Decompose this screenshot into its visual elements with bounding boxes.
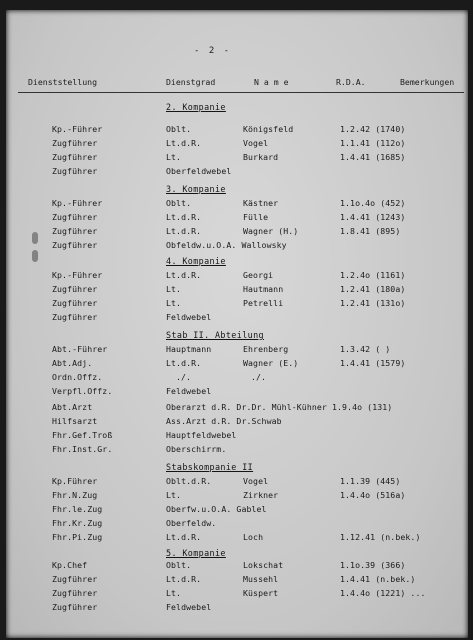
cell-rank: Lt. [166, 490, 182, 500]
cell-rank: Oblt. [166, 560, 192, 570]
cell-rda: 1.1.39 (445) [340, 476, 401, 486]
cell-position: Zugführer [52, 298, 98, 308]
cell-position: Zugführer [52, 574, 98, 584]
cell-position: Abt.Adj. [52, 358, 93, 368]
header-rule [18, 92, 464, 93]
cell-position: Zugführer [52, 602, 98, 612]
cell-rda: 1.2.41 (131o) [340, 298, 406, 308]
cell-rank: Hauptfeldwebel [166, 430, 237, 440]
cell-name: Hautmann [243, 284, 284, 294]
cell-name: Lokschat [243, 560, 284, 570]
header-dienststellung: Dienststellung [28, 77, 98, 87]
cell-name: ./. [251, 372, 267, 382]
cell-position: Fhr.N.Zug [52, 490, 98, 500]
section-title: Stabskompanie II [166, 462, 254, 472]
cell-name: Wagner (H.) [243, 226, 299, 236]
cell-rank: Feldwebel [166, 312, 212, 322]
cell-name: Kästner [243, 198, 279, 208]
header-rda: R.D.A. [336, 77, 366, 87]
cell-name: Fülle [243, 212, 269, 222]
section-title: 2. Kompanie [166, 102, 226, 112]
section-title: 5. Kompanie [166, 548, 226, 558]
header-dienstgrad: Dienstgrad [166, 77, 216, 87]
section-title: 4. Kompanie [166, 256, 226, 266]
cell-rank: Oberschirrm. [166, 444, 227, 454]
document-page [6, 10, 468, 638]
cell-rank: Feldwebel [166, 386, 212, 396]
cell-rank: Oberfeldw. [166, 518, 217, 528]
section-title: Stab II. Abteilung [166, 330, 264, 340]
cell-rank: Lt.d.R. [166, 226, 202, 236]
cell-rda: 1.2.42 (1740) [340, 124, 406, 134]
cell-position: Kp.-Führer [52, 270, 103, 280]
cell-rda: 1.12.41 (n.bek.) [340, 532, 421, 542]
cell-rank: Lt.d.R. [166, 138, 202, 148]
cell-rank: Lt.d.R. [166, 358, 202, 368]
cell-name: Georgi [243, 270, 274, 280]
cell-name: Loch [243, 532, 264, 542]
cell-name: Petrelli [243, 298, 284, 308]
cell-name: Küspert [243, 588, 279, 598]
cell-rank: Lt.d.R. [166, 532, 202, 542]
cell-rda: 1.4.41 (1243) [340, 212, 406, 222]
cell-rda: 1.4.4o (1221) ... [340, 588, 426, 598]
cell-rda: 1.4.4o (516a) [340, 490, 406, 500]
cell-name: Vogel [243, 138, 269, 148]
cell-rda: 1.4.41 (1685) [340, 152, 406, 162]
cell-position: Zugführer [52, 240, 98, 250]
cell-rank: Obfeldw.u.O.A. Wallowsky [166, 240, 287, 250]
cell-rank: Oberfw.u.O.A. Gablel [166, 504, 267, 514]
cell-position: Fhr.Pi.Zug [52, 532, 103, 542]
cell-rank: Lt. [166, 152, 182, 162]
cell-position: Fhr.Gef.Troß [52, 430, 113, 440]
cell-name: Zirkner [243, 490, 279, 500]
cell-rank: Feldwebel [166, 602, 212, 612]
cell-position: Zugführer [52, 212, 98, 222]
cell-rank: Lt.d.R. [166, 270, 202, 280]
cell-position: Hilfsarzt [52, 416, 98, 426]
cell-position: Kp.Chef [52, 560, 88, 570]
cell-position: Zugführer [52, 166, 98, 176]
cell-rank: Hauptmann [166, 344, 212, 354]
page-number: - 2 - [194, 46, 232, 56]
cell-rda: 1.4.41 (n.bek.) [340, 574, 416, 584]
cell-position: Ordn.Offz. [52, 372, 103, 382]
cell-position: Kp.-Führer [52, 124, 103, 134]
cell-position: Kp.-Führer [52, 198, 103, 208]
cell-rda: 1.2.41 (180a) [340, 284, 406, 294]
cell-rda: 1.3.42 ( ) [340, 344, 391, 354]
punch-hole-mark [32, 232, 38, 244]
cell-rank: Oblt. [166, 198, 192, 208]
cell-rank: Oblt.d.R. [166, 476, 212, 486]
cell-rda: 1.1o.4o (452) [340, 198, 406, 208]
cell-rda: 1.2.4o (1161) [340, 270, 406, 280]
cell-rank: Oberfeldwebel [166, 166, 232, 176]
punch-hole-mark [32, 250, 38, 262]
cell-rank: Lt.d.R. [166, 212, 202, 222]
cell-rank: Oblt. [166, 124, 192, 134]
cell-position: Zugführer [52, 226, 98, 236]
cell-name: Ehrenberg [243, 344, 289, 354]
cell-name: Vogel [243, 476, 269, 486]
cell-name: Königsfeld [243, 124, 294, 134]
cell-rda: 1.4.41 (1579) [340, 358, 406, 368]
cell-position: Abt.-Führer [52, 344, 108, 354]
cell-position: Abt.Arzt [52, 402, 93, 412]
cell-position: Zugführer [52, 138, 98, 148]
cell-rank: Lt. [166, 588, 182, 598]
cell-position: Zugführer [52, 152, 98, 162]
cell-rda: 1.1.41 (112o) [340, 138, 406, 148]
cell-position: Zugführer [52, 588, 98, 598]
cell-rda: 1.8.41 (895) [340, 226, 401, 236]
cell-position: Zugführer [52, 312, 98, 322]
cell-rank: Ass.Arzt d.R. Dr.Schwab [166, 416, 282, 426]
cell-position: Fhr.Inst.Gr. [52, 444, 113, 454]
cell-position: Fhr.le.Zug [52, 504, 103, 514]
cell-rank: Lt. [166, 284, 182, 294]
cell-name: Wagner (E.) [243, 358, 299, 368]
section-title: 3. Kompanie [166, 184, 226, 194]
cell-position: Zugführer [52, 284, 98, 294]
cell-position: Fhr.Kr.Zug [52, 518, 103, 528]
cell-rda: 1.1o.39 (366) [340, 560, 406, 570]
cell-rank: Lt. [166, 298, 182, 308]
cell-rank: Lt.d.R. [166, 574, 202, 584]
cell-rank: Oberarzt d.R. Dr.Dr. Mühl-Kühner 1.9.4o (131) [166, 402, 393, 412]
cell-position: Verpfl.Offz. [52, 386, 113, 396]
cell-name: Mussehl [243, 574, 279, 584]
cell-name: Burkard [243, 152, 279, 162]
cell-position: Kp.Führer [52, 476, 98, 486]
header-name: N a m e [254, 77, 289, 87]
header-bemerkungen: Bemerkungen [400, 77, 455, 87]
cell-rank: ./. [176, 372, 192, 382]
